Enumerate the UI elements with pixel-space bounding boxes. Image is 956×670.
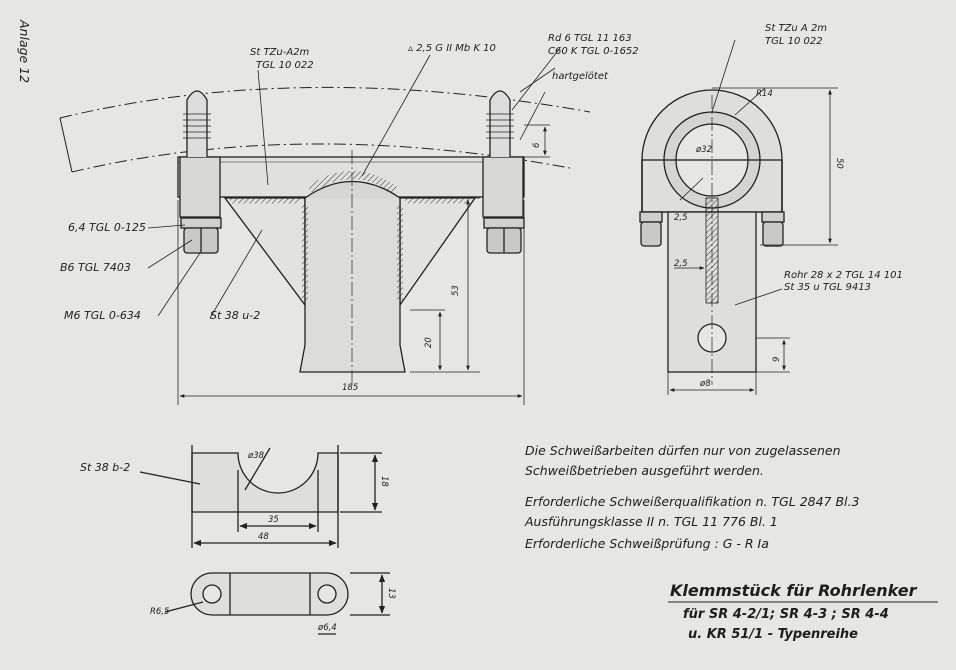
tube-material-label: St 35 u TGL 9413 <box>784 282 871 293</box>
dim-18: 18 <box>379 476 389 487</box>
dim-2-5-a: 2,5 <box>674 213 688 223</box>
dim-r6-5: R6,5 <box>150 607 170 617</box>
dim-r14: R14 <box>756 89 773 99</box>
dim-6-4: ø6,4 <box>318 623 337 633</box>
dim-32: ø32 <box>696 145 713 155</box>
dim-38: ø38 <box>248 451 265 461</box>
washer-label: 6,4 TGL 0-125 <box>68 221 146 234</box>
annex-label: Anlage 12 <box>17 20 32 84</box>
material-label-1: St TZu-A2m <box>250 47 310 58</box>
tube-label: Rohr 28 x 2 TGL 14 101 <box>784 270 903 281</box>
spring-washer-label: B6 TGL 7403 <box>60 261 131 274</box>
dim-hole: ø8 <box>700 379 711 389</box>
saddle-material-label: St 38 b-2 <box>80 461 131 474</box>
note-line-3: Erforderliche Schweißerqualifikation n. TGL 2847 Bl.3 <box>525 494 860 509</box>
nut-label: M6 TGL 0-634 <box>64 309 141 322</box>
title-subline-1: für SR 4-2/1; SR 4-3 ; SR 4-4 <box>683 607 889 622</box>
dim-48: 48 <box>258 532 269 542</box>
material-label-2: St TZu A 2m <box>765 23 828 34</box>
dim-35: 35 <box>268 515 279 525</box>
gusset-material-label: St 38 u-2 <box>210 309 261 322</box>
note-line-5: Erforderliche Schweißprüfung : G - R Ia <box>525 536 769 551</box>
link-detail <box>165 573 390 634</box>
dim-6: 6 <box>532 142 542 148</box>
dim-9: 9 <box>772 356 782 362</box>
note-line-1: Die Schweißarbeiten dürfen nur von zugelassenen <box>525 443 841 458</box>
dim-50: 50 <box>834 158 844 169</box>
dim-2-5-b: 2,5 <box>674 259 688 269</box>
standard-label-1: TGL 10 022 <box>256 60 314 71</box>
dim-20: 20 <box>424 337 434 348</box>
title-subline-2: u. KR 51/1 - Typenreihe <box>688 627 858 642</box>
dim-185: 185 <box>342 383 359 393</box>
side-view <box>640 90 784 385</box>
pin-label: Rd 6 TGL 11 163 <box>548 33 632 44</box>
drawing-title: Klemmstück für Rohrlenker <box>670 581 917 600</box>
brazed-label: hartgelötet <box>552 71 608 82</box>
weld-symbol-label: ▵ 2,5 G II Mb K 10 <box>408 43 496 54</box>
dim-13: 13 <box>386 588 396 599</box>
note-line-4: Ausführungsklasse II n. TGL 11 776 Bl. 1 <box>525 514 778 529</box>
note-line-2: Schweißbetrieben ausgeführt werden. <box>525 463 764 478</box>
dim-53: 53 <box>451 285 461 296</box>
pin-material-label: C60 K TGL 0-1652 <box>548 46 639 57</box>
front-view <box>60 87 590 385</box>
standard-label-2: TGL 10 022 <box>765 36 823 47</box>
